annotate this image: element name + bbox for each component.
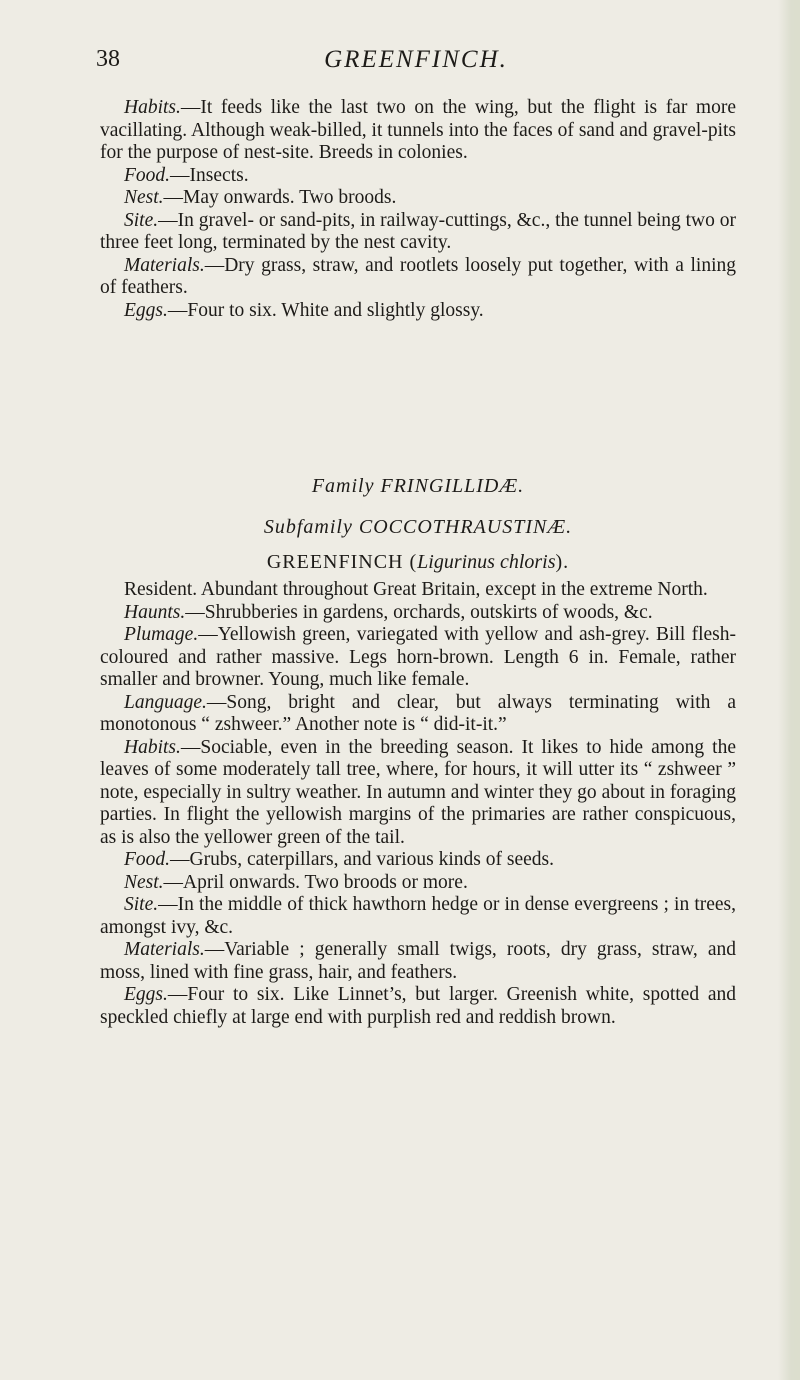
entry-label: Site. xyxy=(124,894,159,915)
entry-nest xyxy=(100,872,736,895)
page-number: 38 xyxy=(96,46,120,72)
species-heading-close: ). xyxy=(555,551,570,573)
entry-text: —Sociable, even in the breeding season. It likes to hide among the leaves of some moderately tall tree, where, for hours, it will utter its “ zshweer ” note, especially in sultry weather. In autumn and winter they go about in foraging parties. In flight the yellowish margins of the primaries are rather conspicuous, as is also the yellower green of the tail. xyxy=(100,736,736,848)
page-header xyxy=(96,46,736,86)
entry-label: Food. xyxy=(124,849,171,870)
entry-text: —Grubs, caterpillars, and various kinds of seeds. xyxy=(170,849,555,870)
entry-plumage xyxy=(100,624,736,692)
entry-materials xyxy=(100,255,736,300)
entry-site xyxy=(100,894,736,939)
subfamily-heading: Subfamily COCCOTHRAUSTINÆ. xyxy=(263,516,573,538)
running-title: GREENFINCH. xyxy=(324,46,508,73)
entry-label: Materials. xyxy=(124,254,205,276)
entry-eggs xyxy=(100,300,736,323)
entry-text: —Insects. xyxy=(170,164,249,186)
entry-label: Plumage. xyxy=(124,624,199,645)
species-heading xyxy=(100,550,736,574)
entry-haunts xyxy=(100,602,736,625)
entry-habits xyxy=(100,737,736,850)
entry-label: Haunts. xyxy=(124,601,186,623)
entry-text: —In gravel- or sand-pits, in railway-cuttings, &c., the tunnel being two or three feet long, terminated by the nest cavity. xyxy=(100,209,736,253)
entry-label: Habits. xyxy=(124,736,181,758)
entry-text: —It feeds like the last two on the wing, but the flight is far more vacillating. Although weak-billed, it tunnels into the faces of sand and gravel-pits for the purpose of nest-site. Breeds in colonies. xyxy=(100,97,736,163)
entry-text: —Song, bright and clear, but always terminating with a monotonous “ zshweer.” Another note is “ did-it-it.” xyxy=(100,691,736,735)
entry-text: —May onwards. Two broods. xyxy=(163,187,397,208)
entry-eggs xyxy=(100,984,736,1029)
entry-label: Language. xyxy=(124,691,207,713)
entry-label: Eggs. xyxy=(124,984,168,1005)
entry-label: Materials. xyxy=(124,939,205,960)
entry-text: —Variable ; generally small twigs, roots, dry grass, straw, and moss, lined with fine grass, hair, and feathers. xyxy=(100,939,736,983)
page-edge-shading xyxy=(778,0,800,1380)
entry-label: Food. xyxy=(124,164,171,186)
entry-text: —In the middle of thick hawthorn hedge or in dense evergreens ; in trees, amongst ivy, &c. xyxy=(100,894,736,938)
entry-materials xyxy=(100,939,736,984)
entry-text: —Dry grass, straw, and rootlets loosely put together, with a lining of feathers. xyxy=(100,254,736,298)
family-heading: Family FRINGILLIDÆ. xyxy=(311,475,525,497)
entry-habits xyxy=(100,97,736,165)
greenfinch-section xyxy=(100,579,736,1029)
entry-language xyxy=(100,692,736,737)
entry-food xyxy=(100,165,736,188)
entry-text: —Four to six. White and slightly glossy. xyxy=(167,299,484,321)
entry-text: —April onwards. Two broods or more. xyxy=(163,871,468,893)
greenfinch-intro: Resident. Abundant throughout Great Britain, except in the extreme North. xyxy=(124,579,708,600)
entry-label: Eggs. xyxy=(124,299,168,321)
entry-text: —Four to six. Like Linnet’s, but larger. Greenish white, spotted and speckled chiefly at large end with purplish red and reddish brown. xyxy=(100,984,736,1028)
entry-label: Habits. xyxy=(124,97,181,118)
previous-species-section xyxy=(100,97,736,322)
entry-text: —Shrubberies in gardens, orchards, outskirts of woods, &c. xyxy=(185,601,653,623)
entry-label: Nest. xyxy=(124,187,164,208)
entry-text: —Yellowish green, variegated with yellow and ash-grey. Bill flesh-coloured and rather massive. Legs horn-brown. Length 6 in. Female, rather smaller and browner. Young, much like female. xyxy=(100,624,736,690)
species-latin-name: Ligurinus chloris xyxy=(417,551,556,573)
entry-food xyxy=(100,849,736,872)
entry-label: Nest. xyxy=(124,871,164,893)
species-name: GREENFINCH ( xyxy=(266,551,418,573)
entry-site xyxy=(100,210,736,255)
entry-label: Site. xyxy=(124,209,159,231)
entry-nest xyxy=(100,187,736,210)
